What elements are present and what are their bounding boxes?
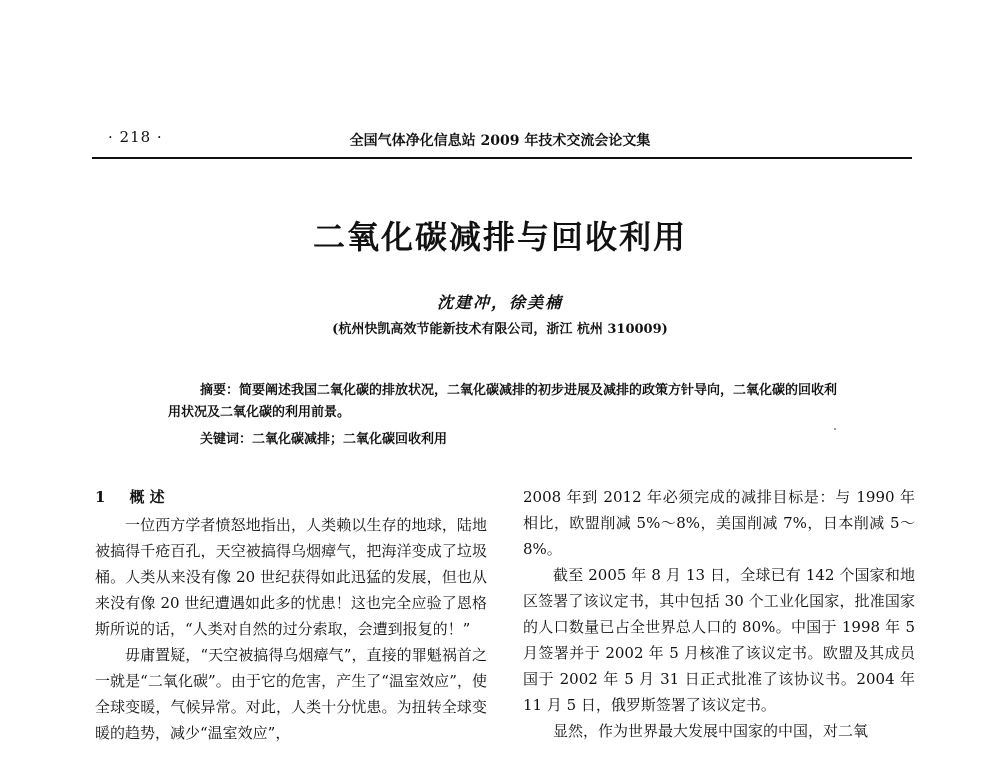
section-title: 概 述 <box>129 488 165 506</box>
paragraph: 一位西方学者愤怒地指出，人类赖以生存的地球，陆地被搞得千疮百孔，天空被搞得乌烟瘴气，把海洋变成了垃圾桶。人类从来没有像 20 世纪获得如此迅猛的发展，但也从来没有像 20 世纪遭遇如此多的忧患！这也完全应验了恩格斯所说的话，“人类对自然的过分索取，会遭到报复的！” <box>95 516 487 638</box>
paragraph: 显然，作为世界最大发展中国家的中国，对二氧 <box>553 722 869 740</box>
affiliation: (杭州快凯高效节能新技术有限公司，浙江 杭州 310009) <box>332 322 668 337</box>
section-number: 1 <box>95 488 106 506</box>
paragraph: 2008 年到 2012 年必须完成的减排目标是：与 1990 年相比，欧盟削减 5%～8%，美国削减 7%，日本削减 5～8%。 <box>523 488 915 558</box>
abstract <box>168 380 848 424</box>
left-column <box>95 484 487 746</box>
keywords-label: 关键词： <box>200 432 253 447</box>
scan-speck <box>834 428 836 430</box>
paragraph: 毋庸置疑，“天空被搞得乌烟瘴气”，直接的罪魁祸首之一就是“二氧化碳”。由于它的危害，产生了“温室效应”，使全球变暖，气候异常。对此，人类十分忧患。为扭转全球变暖的趋势，减少“温室效应”， <box>95 646 487 742</box>
section-heading <box>95 484 487 510</box>
header-rule <box>92 157 912 159</box>
paragraph: 截至 2005 年 8 月 13 日，全球已有 142 个国家和地区签署了该议定书，其中包括 30 个工业化国家，批准国家的人口数量已占全世界总人口的 80%。中国于 1998 年 5 月签署并于 2002 年 5 月核准了该议定书。欧盟及其成员国于 2002 年 5 月 31 日正式批准了该协议书。2004 年 11 月 5 日，俄罗斯签署了该议定书。 <box>523 566 915 714</box>
authors: 沈建冲，徐美楠 <box>436 293 563 312</box>
keywords-text: 二氧化碳减排；二氧化碳回收利用 <box>252 432 448 447</box>
page-number: · 218 · <box>108 128 163 146</box>
abstract-label: 摘要： <box>200 383 240 398</box>
abstract-text: 简要阐述我国二氧化碳的排放状况，二氧化碳减排的初步进展及减排的政策方针导向，二氧化碳的回收利用状况及二氧化碳的利用前景。 <box>168 383 838 420</box>
right-column <box>523 484 915 744</box>
abstract-body <box>168 380 848 424</box>
proceedings-title: 全国气体净化信息站 2009 年技术交流会论文集 <box>349 133 651 149</box>
paper-title: 二氧化碳减排与回收利用 <box>312 218 687 256</box>
keywords <box>200 428 447 447</box>
